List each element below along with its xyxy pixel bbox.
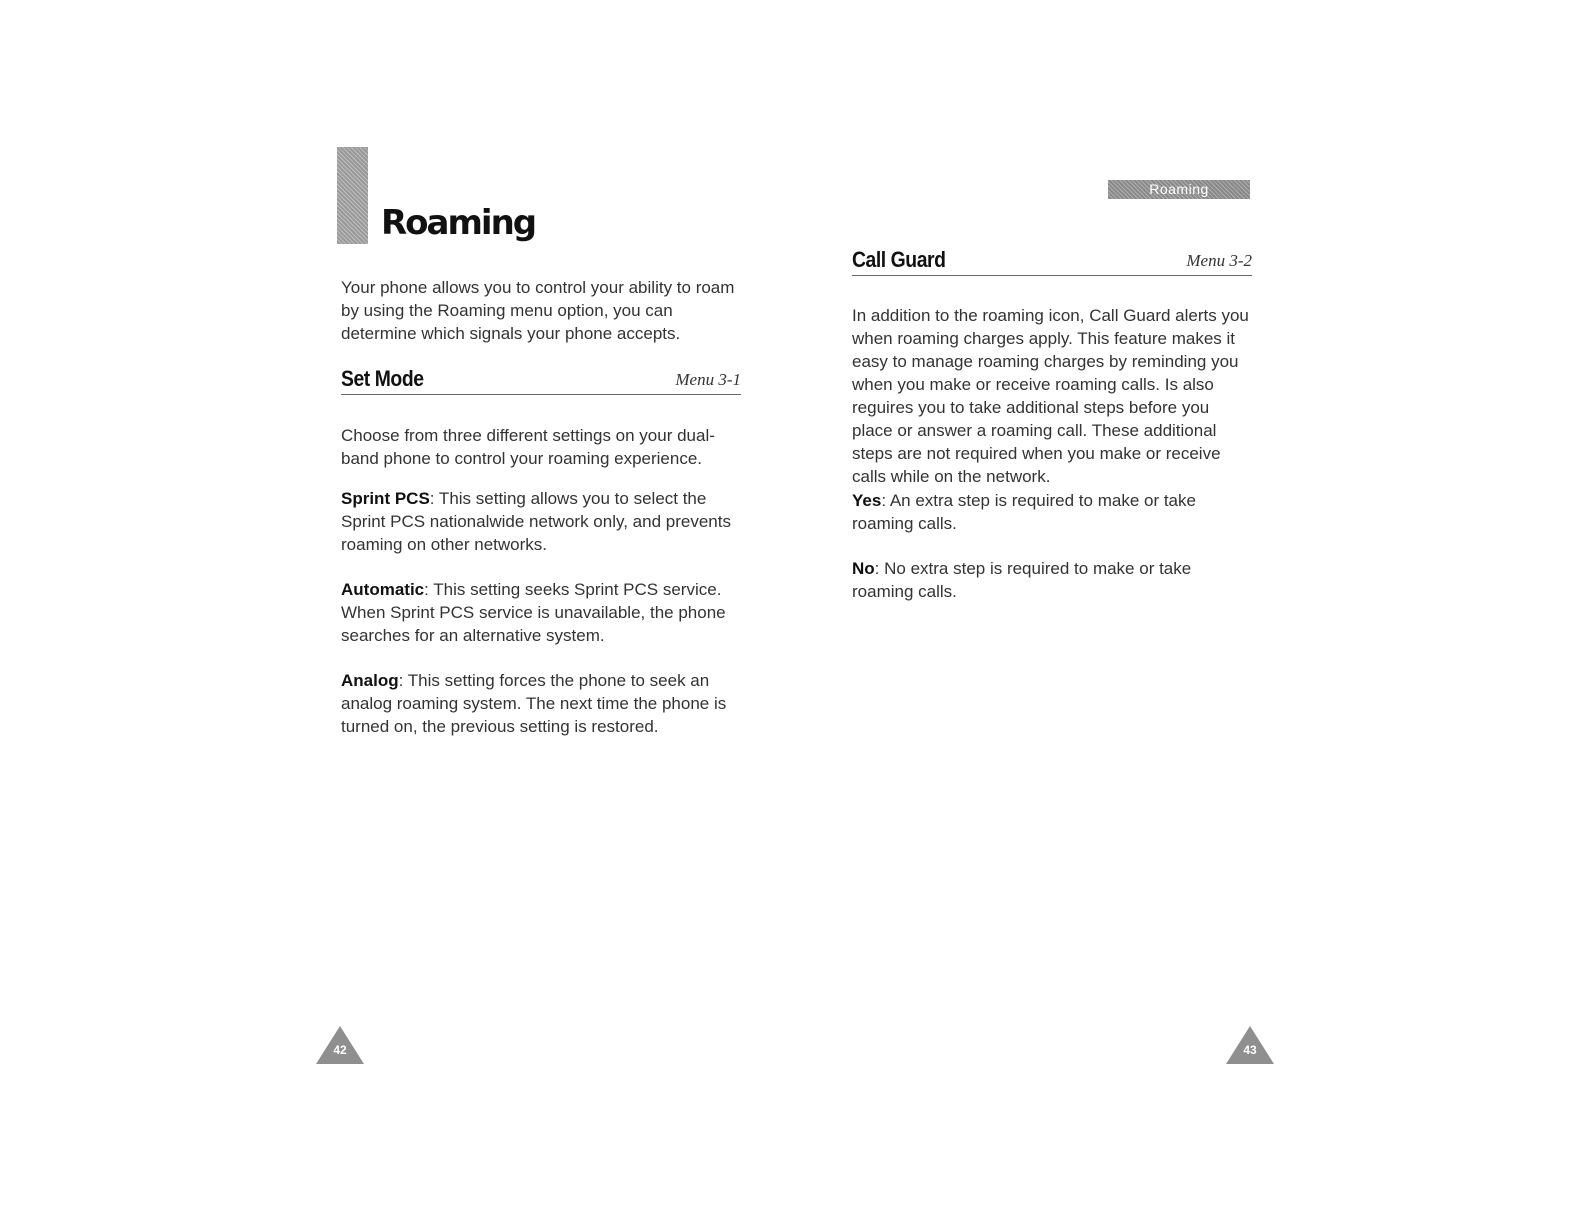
intro-paragraph: Your phone allows you to control your ability to roam by using the Roaming menu option, you can determine which signals your phone accepts.	[341, 278, 735, 343]
page-number-right	[1226, 1026, 1274, 1064]
chapter-marker-bar	[337, 147, 368, 244]
chapter-title: Roaming	[381, 203, 536, 243]
page-number-text: 42	[333, 1043, 347, 1057]
call-guard-description: In addition to the roaming icon, Call Guard alerts you when roaming charges apply. This feature makes it easy to manage roaming charges by reminding you when you make or receive roaming calls. Is also reguires you to take additional steps before you place or answer a roaming call. These additional steps are not required when you make or receive calls while on the network.	[852, 306, 1249, 486]
page-number-left	[316, 1026, 364, 1064]
option-term: No	[852, 559, 875, 578]
running-header-tab: Roaming	[1108, 180, 1250, 199]
option-no	[852, 557, 1252, 603]
option-text: : No extra step is required to make or take roaming calls.	[852, 559, 1192, 601]
set-mode-title: Set Mode	[341, 366, 424, 391]
set-mode-menu-ref: Menu 3-1	[675, 370, 741, 389]
option-sprint-pcs	[341, 487, 741, 556]
option-term: Yes	[852, 491, 882, 510]
option-analog	[341, 669, 741, 738]
call-guard-menu-ref: Menu 3-2	[1186, 251, 1252, 270]
call-guard-heading	[852, 245, 1252, 276]
option-text: : This setting seeks Sprint PCS service. When Sprint PCS service is unavailable, the phone searches for an alternative system.	[341, 580, 726, 645]
call-guard-title: Call Guard	[852, 247, 946, 272]
option-text: : An extra step is required to make or take roaming calls.	[852, 491, 1196, 533]
option-text: : This setting forces the phone to seek an analog roaming system. The next time the phone is turned on, the previous setting is restored.	[341, 671, 727, 736]
option-yes	[852, 489, 1252, 535]
option-term: Automatic	[341, 580, 425, 599]
option-text: : This setting allows you to select the Sprint PCS nationalwide network only, and prevents roaming on other networks.	[341, 489, 731, 554]
option-term: Analog	[341, 671, 399, 690]
option-term: Sprint PCS	[341, 489, 430, 508]
page-number-text: 43	[1243, 1043, 1257, 1057]
set-mode-description: Choose from three different settings on your dual-band phone to control your roaming experience.	[341, 426, 715, 468]
option-automatic	[341, 578, 741, 647]
set-mode-heading	[341, 364, 741, 395]
